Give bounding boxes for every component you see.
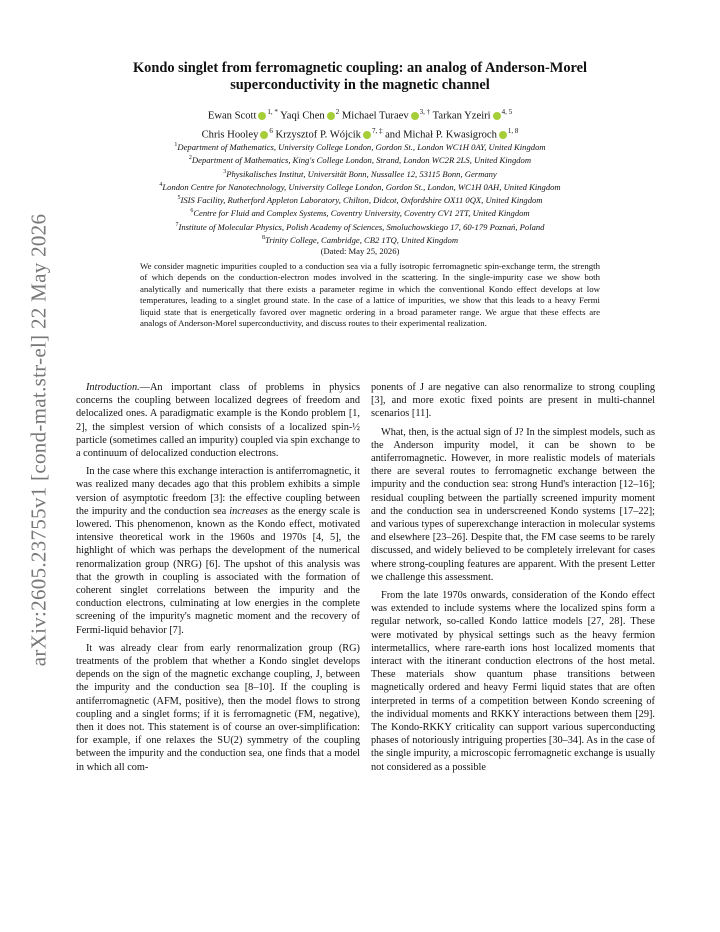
orcid-icon[interactable] — [327, 112, 335, 120]
emphasis: increases — [229, 505, 268, 517]
section-lead: Introduction. — [86, 382, 140, 393]
author-sup: 4, 5 — [501, 108, 513, 116]
author-sup: 7, ‡ — [371, 126, 383, 135]
right-column — [371, 381, 655, 779]
affiliation: $^7$Institute of Molecular Physics, Polish Academy of Sciences, Smoluchowskiego 17, 60-179 Poznań, Poland — [175, 221, 545, 232]
author-sup: 3, † — [419, 108, 431, 116]
author-name: Michał P. Kwasigroch — [403, 129, 497, 141]
paragraph: Introduction.—An important class of problems in physics concerns the coupling between localized degrees of freedom and delocalized ones. A paradigmatic example is the Kondo problem [1, 2], the simplest version of which consists of a localized spin-½ particle (sometimes called an impurity) coupled via spin exchange to a continuum of delocalized conduction electrons. — [76, 382, 360, 460]
arxiv-stamp — [14, 180, 64, 700]
paragraph: ponents of J are negative can also renormalize to strong coupling [3], and more exotic fixed points are present in multi-channel scenarios [11]. — [371, 382, 655, 420]
affiliation: $^6$Centre for Fluid and Complex Systems, Coventry University, Coventry CV1 2TT, United Kingdom — [190, 208, 530, 219]
title-line-1: Kondo singlet from ferromagnetic coupling: an analog of Anderson-Morel — [132, 60, 588, 76]
author-sup: 2 — [335, 108, 340, 116]
author-sup: 1, 8 — [507, 126, 519, 135]
orcid-icon[interactable] — [411, 112, 419, 120]
author-name: Yaqi Chen — [280, 110, 325, 122]
author-sup: 6 — [269, 126, 273, 135]
author-conjunction: and — [385, 129, 401, 141]
author-sup: 1, * — [267, 108, 278, 116]
author-name: Krzysztof P. Wójcik — [275, 129, 361, 141]
orcid-icon[interactable] — [260, 131, 268, 139]
paragraph: From the late 1970s onwards, consideration of the Kondo effect was extended to include systems where the localized spins form a regular network, so-called Kondo lattice models [27, 28]. These were motivated by physical settings such as the heavy fermion intermetallics, where rare-earth ions host localized moments that interact with the itinerant conduction electrons of the host metal. These materials show quantum phase transitions between magnetically ordered and heavy Fermi liquid states that are often interpreted in terms of a competition between Kondo screening of the individual moments and RKKY interactions between them [29]. The Kondo-RKKY criticality can support various superconducting phases of notoriously intriguing properties [30–34]. As in the case of the single impurity, a microscopic ferromagnetic exchange is usually not considered as a possible — [371, 590, 655, 773]
date-line: (Dated: May 25, 2026) — [320, 246, 400, 257]
left-column — [76, 381, 360, 779]
affiliation: $^8$Trinity College, Cambridge, CB2 1TQ, United Kingdom — [261, 234, 459, 245]
paper-title — [70, 60, 650, 94]
author-name: Ewan Scott — [207, 110, 257, 122]
abstract: We consider magnetic impurities coupled to a conduction sea via a fully isotropic ferromagnetic spin-exchange term, the strength of which depends on the conduction-electron modes involved in the scattering. In the single-impurity case we show both analytically and numerically that there exists a parameter regime in which the conventional Kondo effect develops at low temperatures, leading to a singlet ground state. In the case of a lattice of impurities, we show that this leads to a heavy Fermi liquid state that is energetically favored over magnetic ordering in a broad parameter range. We argue that these effects are analogs of Anderson-Morel superconductivity, and discuss routes to their experimental realization. — [140, 261, 600, 329]
affiliation: $^3$Physikalisches Institut, Universität Bonn, Nussallee 12, 53115 Bonn, Germany — [223, 168, 497, 179]
author-line-1 — [70, 105, 650, 124]
affiliation: $^5$ISIS Facility, Rutherford Appleton Laboratory, Chilton, Didcot, Oxfordshire OX11 0QX, United Kingdom — [177, 194, 543, 205]
author-list — [70, 105, 650, 142]
paragraph: What, then, is the actual sign of J? In the simplest models, such as the Anderson impurity model, it can be shown to be antiferromagnetic. However, in more realistic models of materials there are several routes to ferromagnetic exchange between the impurity and the conduction sea: strong Hund's interaction [12–16]; residual coupling between the partially screened impurity moment and the conduction sea in underscreened Kondo systems [17–22]; and various types of superexchange interaction in molecular systems and elsewhere [23–26]. Despite that, the FM case seems to be rarely discussed, and widely believed to be completely irrelevant for cases where strong-coupling features are apparent. With the present Letter we challenge this assessment. — [371, 426, 655, 583]
author-name: Michael Turaev — [341, 110, 409, 122]
affiliations — [60, 140, 660, 258]
arxiv-stamp-text: arXiv:2605.23755v1 [cond-mat.str-el] 22 May 2026 — [26, 213, 51, 667]
author-name: Chris Hooley — [201, 129, 259, 141]
affiliation: $^4$London Centre for Nanotechnology, University College London, Gordon St., London, WC1H 0AH, United Kingdom — [159, 181, 561, 192]
orcid-icon[interactable] — [493, 112, 501, 120]
orcid-icon[interactable] — [363, 131, 371, 139]
orcid-icon[interactable] — [499, 131, 507, 139]
paragraph: It was already clear from early renormalization group (RG) treatments of the problem that whether a Kondo singlet develops depends on the sign of the magnetic exchange coupling, J, between the impurity and the conduction sea [8–10]. If the coupling is antiferromagnetic (AFM, positive), then the model flows to strong coupling and a singlet forms; if it is ferromagnetic (FM, negative), then it does not. This statement is of course an over-simplification: for example, if one relaxes the SU(2) symmetry of the coupling between the impurity and the conduction sea, one finds that a model in which all com- — [76, 642, 360, 773]
paragraph: In the case where this exchange interaction is antiferromagnetic, it was realized many decades ago that this problem exhibits a simple version of asymptotic freedom [3]: the effective coupling between the impurity and the conduction sea increases as the energy scale is lowered. This phenomenon, known as the Kondo effect, motivated intensive theoretical work in the 1960s and 1970s [4, 5], the highlight of which was perhaps the development of the numerical renormalization group (NRG) [6]. The upshot of this analysis was that the growth in coupling is associated with the formation of coherent singlet correlations between the impurity and the conduction electrons, culminating at low energies in the complete screening of the impurity's magnetic moment and the recovery of Fermi-liquid behavior [7]. — [76, 466, 360, 636]
author-name: Tarkan Yzeiri — [432, 110, 491, 122]
affiliation: $^1$Department of Mathematics, University College London, Gordon St., London WC1H 0AY, United Kingdom — [174, 141, 546, 152]
orcid-icon[interactable] — [258, 112, 266, 120]
affiliation: $^2$Department of Mathematics, King's College London, Strand, London WC2R 2LS, United Kingdom — [188, 155, 532, 166]
title-line-2: superconductivity in the magnetic channel — [230, 77, 490, 93]
